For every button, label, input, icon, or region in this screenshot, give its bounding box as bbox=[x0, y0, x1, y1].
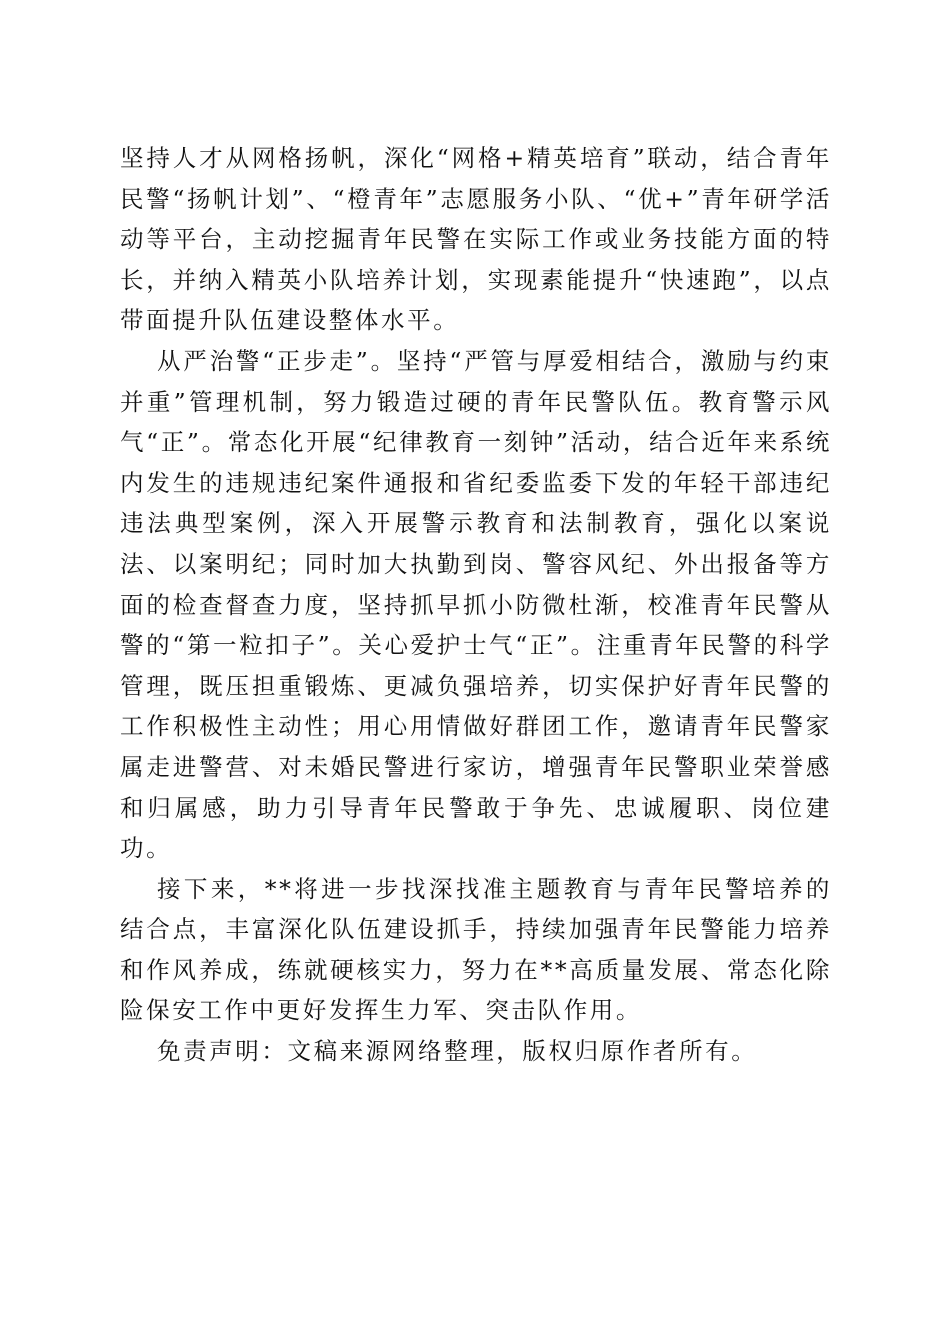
paragraph-disclaimer: 免责声明：文稿来源网络整理，版权归原作者所有。 bbox=[157, 1037, 758, 1066]
document-body bbox=[120, 138, 832, 1072]
paragraph-strict-management: 从严治警“正步走”。坚持“严管与厚爱相结合，激励与约束并重”管理机制，努力锻造过硬的青年民警队伍。教育警示风气“正”。常态化开展“纪律教育一刻钟”活动，结合近年来系统内发生的违规违纪案件通报和省纪委监委下发的年轻干部违纪违法典型案例，深入开展警示教育和法制教育，强化以案说法、以案明纪；同时加大执勤到岗、警容风纪、外出报备等方面的检查督查力度，坚持抓早抓小防微杜渐，校准青年民警从警的“第一粒扣子”。关心爱护士气“正”。注重青年民警的科学管理，既压担重锻炼、更减负强培养，切实保护好青年民警的工作积极性主动性；用心用情做好群团工作，邀请青年民警家属走进警营、对未婚民警进行家访，增强青年民警职业荣誉感和归属感，助力引导青年民警敢于争先、忠诚履职、岗位建功。 bbox=[120, 346, 832, 863]
paragraph-next-steps: 接下来，**将进一步找深找准主题教育与青年民警培养的结合点，丰富深化队伍建设抓手，持续加强青年民警能力培养和作风养成，练就硬核实力，努力在**高质量发展、常态化除险保安工作中更好发挥生力军、突击队作用。 bbox=[120, 874, 832, 1025]
paragraph-talent-cultivation: 坚持人才从网格扬帆，深化“网格+精英培育”联动，结合青年民警“扬帆计划”、“橙青年”志愿服务小队、“优+”青年研学活动等平台，主动挖掘青年民警在实际工作或业务技能方面的特长，并纳入精英小队培养计划，实现素能提升“快速跑”，以点带面提升队伍建设整体水平。 bbox=[120, 144, 832, 335]
